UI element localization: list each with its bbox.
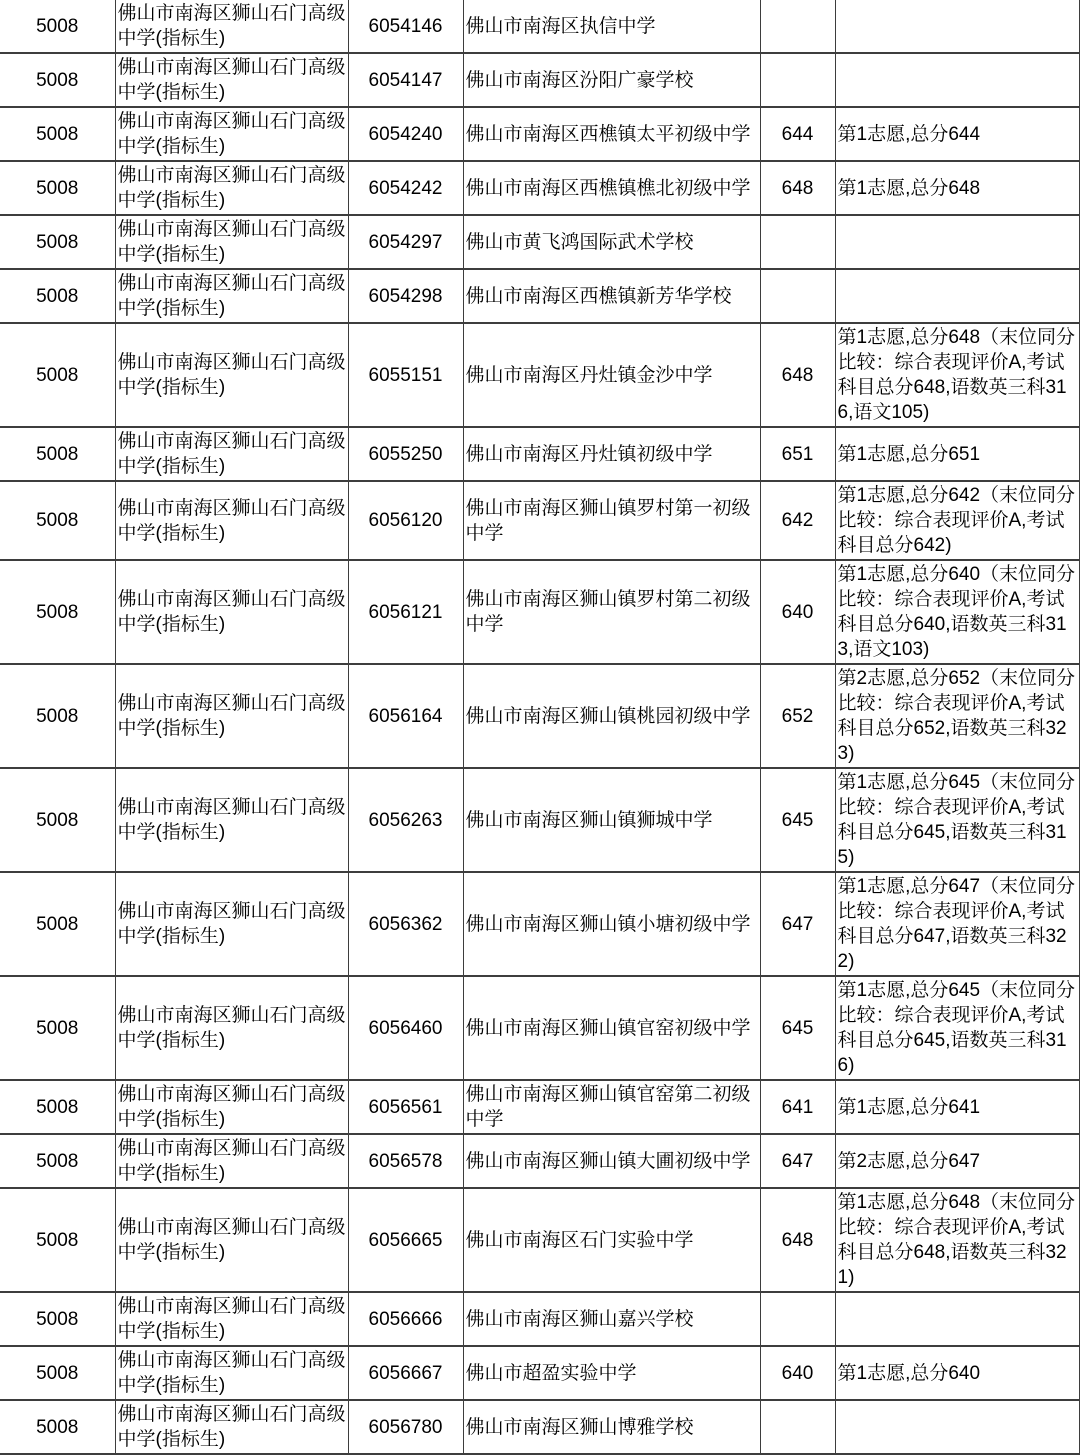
cell-feeder-school: 佛山市南海区执信中学 — [463, 0, 760, 53]
cell-school-name: 佛山市南海区狮山石门高级中学(指标生) — [115, 53, 348, 107]
table-row — [0, 1292, 1080, 1346]
cell-score: 640 — [760, 1346, 835, 1400]
cell-note: 第2志愿,总分647 — [835, 1134, 1080, 1188]
cell-note: 第1志愿,总分642（末位同分比较：综合表现评价A,考试科目总分642) — [835, 481, 1080, 560]
cell-note: 第1志愿,总分645（末位同分比较：综合表现评价A,考试科目总分645,语数英三科316) — [835, 976, 1080, 1080]
cell-note — [835, 269, 1080, 323]
cell-note: 第1志愿,总分644 — [835, 107, 1080, 161]
cell-feeder-school: 佛山市南海区石门实验中学 — [463, 1188, 760, 1292]
cell-school-name: 佛山市南海区狮山石门高级中学(指标生) — [115, 481, 348, 560]
cell-school-code: 5008 — [0, 427, 115, 481]
cell-student-no: 6056460 — [348, 976, 463, 1080]
cell-feeder-school: 佛山市南海区丹灶镇金沙中学 — [463, 323, 760, 427]
cell-student-no: 6054297 — [348, 215, 463, 269]
cell-feeder-school: 佛山市南海区汾阳广豪学校 — [463, 53, 760, 107]
cell-note: 第1志愿,总分640（末位同分比较：综合表现评价A,考试科目总分640,语数英三科313,语文103) — [835, 560, 1080, 664]
cell-feeder-school: 佛山市南海区西樵镇樵北初级中学 — [463, 161, 760, 215]
cell-school-code: 5008 — [0, 53, 115, 107]
cell-note: 第1志愿,总分641 — [835, 1080, 1080, 1134]
cell-feeder-school: 佛山市南海区狮山嘉兴学校 — [463, 1292, 760, 1346]
cell-note: 第1志愿,总分640 — [835, 1346, 1080, 1400]
cell-school-code: 5008 — [0, 215, 115, 269]
table-row — [0, 560, 1080, 664]
cell-school-code: 5008 — [0, 1134, 115, 1188]
table-row — [0, 1188, 1080, 1292]
cell-school-code: 5008 — [0, 1292, 115, 1346]
cell-score: 648 — [760, 323, 835, 427]
cell-note — [835, 1400, 1080, 1454]
table-row — [0, 1080, 1080, 1134]
cell-school-code: 5008 — [0, 1080, 115, 1134]
cell-school-code: 5008 — [0, 1400, 115, 1454]
cell-school-code: 5008 — [0, 161, 115, 215]
cell-student-no: 6056666 — [348, 1292, 463, 1346]
cell-note — [835, 0, 1080, 53]
cell-school-code: 5008 — [0, 560, 115, 664]
cell-note — [835, 1292, 1080, 1346]
cell-feeder-school: 佛山市南海区狮山镇桃园初级中学 — [463, 664, 760, 768]
cell-school-name: 佛山市南海区狮山石门高级中学(指标生) — [115, 768, 348, 872]
cell-school-code: 5008 — [0, 481, 115, 560]
cell-school-name: 佛山市南海区狮山石门高级中学(指标生) — [115, 269, 348, 323]
cell-score: 640 — [760, 560, 835, 664]
cell-feeder-school: 佛山市南海区丹灶镇初级中学 — [463, 427, 760, 481]
cell-note — [835, 215, 1080, 269]
cell-score: 648 — [760, 161, 835, 215]
cell-score — [760, 215, 835, 269]
cell-score — [760, 53, 835, 107]
cell-feeder-school: 佛山市黄飞鸿国际武术学校 — [463, 215, 760, 269]
cell-student-no: 6054298 — [348, 269, 463, 323]
cell-school-code: 5008 — [0, 768, 115, 872]
cell-score: 652 — [760, 664, 835, 768]
cell-student-no: 6056263 — [348, 768, 463, 872]
table-row — [0, 427, 1080, 481]
cell-score — [760, 1400, 835, 1454]
table-row — [0, 664, 1080, 768]
cell-student-no: 6056578 — [348, 1134, 463, 1188]
table-row — [0, 323, 1080, 427]
table-row — [0, 872, 1080, 976]
cell-school-code: 5008 — [0, 269, 115, 323]
cell-student-no: 6056121 — [348, 560, 463, 664]
table-row — [0, 215, 1080, 269]
cell-score: 642 — [760, 481, 835, 560]
cell-note — [835, 53, 1080, 107]
table-row — [0, 269, 1080, 323]
cell-feeder-school: 佛山市南海区西樵镇太平初级中学 — [463, 107, 760, 161]
cell-school-name: 佛山市南海区狮山石门高级中学(指标生) — [115, 0, 348, 53]
cell-score: 648 — [760, 1188, 835, 1292]
cell-score: 651 — [760, 427, 835, 481]
cell-school-name: 佛山市南海区狮山石门高级中学(指标生) — [115, 1134, 348, 1188]
cell-student-no: 6054242 — [348, 161, 463, 215]
cell-note: 第1志愿,总分645（末位同分比较：综合表现评价A,考试科目总分645,语数英三科315) — [835, 768, 1080, 872]
cell-school-name: 佛山市南海区狮山石门高级中学(指标生) — [115, 215, 348, 269]
cell-feeder-school: 佛山市南海区西樵镇新芳华学校 — [463, 269, 760, 323]
cell-school-code: 5008 — [0, 0, 115, 53]
cell-school-code: 5008 — [0, 1188, 115, 1292]
cell-score — [760, 1292, 835, 1346]
cell-student-no: 6056362 — [348, 872, 463, 976]
table-row — [0, 161, 1080, 215]
cell-feeder-school: 佛山市南海区狮山镇官窑初级中学 — [463, 976, 760, 1080]
cell-student-no: 6055250 — [348, 427, 463, 481]
cell-student-no: 6056561 — [348, 1080, 463, 1134]
table-row — [0, 53, 1080, 107]
cell-note: 第2志愿,总分652（末位同分比较：综合表现评价A,考试科目总分652,语数英三科323) — [835, 664, 1080, 768]
cell-school-name: 佛山市南海区狮山石门高级中学(指标生) — [115, 976, 348, 1080]
cell-school-name: 佛山市南海区狮山石门高级中学(指标生) — [115, 161, 348, 215]
cell-student-no: 6056665 — [348, 1188, 463, 1292]
cell-school-name: 佛山市南海区狮山石门高级中学(指标生) — [115, 560, 348, 664]
cell-feeder-school: 佛山市南海区狮山博雅学校 — [463, 1400, 760, 1454]
cell-school-name: 佛山市南海区狮山石门高级中学(指标生) — [115, 1080, 348, 1134]
cell-student-no: 6054146 — [348, 0, 463, 53]
cell-feeder-school: 佛山市南海区狮山镇狮城中学 — [463, 768, 760, 872]
table-row — [0, 0, 1080, 53]
cell-note: 第1志愿,总分648（末位同分比较：综合表现评价A,考试科目总分648,语数英三科321) — [835, 1188, 1080, 1292]
table-row — [0, 107, 1080, 161]
cell-feeder-school: 佛山市南海区狮山镇大圃初级中学 — [463, 1134, 760, 1188]
cell-score — [760, 0, 835, 53]
cell-student-no: 6055151 — [348, 323, 463, 427]
cell-school-name: 佛山市南海区狮山石门高级中学(指标生) — [115, 107, 348, 161]
cell-school-code: 5008 — [0, 872, 115, 976]
cell-feeder-school: 佛山市超盈实验中学 — [463, 1346, 760, 1400]
cell-school-name: 佛山市南海区狮山石门高级中学(指标生) — [115, 427, 348, 481]
cell-score — [760, 269, 835, 323]
cell-school-code: 5008 — [0, 107, 115, 161]
table-row — [0, 976, 1080, 1080]
cell-school-name: 佛山市南海区狮山石门高级中学(指标生) — [115, 1400, 348, 1454]
cell-student-no: 6054240 — [348, 107, 463, 161]
cell-student-no: 6054147 — [348, 53, 463, 107]
table-row — [0, 768, 1080, 872]
cell-student-no: 6056164 — [348, 664, 463, 768]
cell-score: 647 — [760, 1134, 835, 1188]
cell-school-code: 5008 — [0, 664, 115, 768]
cell-student-no: 6056120 — [348, 481, 463, 560]
cell-score: 647 — [760, 872, 835, 976]
cell-school-name: 佛山市南海区狮山石门高级中学(指标生) — [115, 1346, 348, 1400]
cell-feeder-school: 佛山市南海区狮山镇官窑第二初级中学 — [463, 1080, 760, 1134]
table-row — [0, 1400, 1080, 1454]
cell-score: 641 — [760, 1080, 835, 1134]
table-row — [0, 1134, 1080, 1188]
cell-student-no: 6056667 — [348, 1346, 463, 1400]
cell-school-name: 佛山市南海区狮山石门高级中学(指标生) — [115, 1188, 348, 1292]
cell-score: 644 — [760, 107, 835, 161]
cell-school-code: 5008 — [0, 976, 115, 1080]
cell-score: 645 — [760, 768, 835, 872]
cell-feeder-school: 佛山市南海区狮山镇罗村第二初级中学 — [463, 560, 760, 664]
cell-school-name: 佛山市南海区狮山石门高级中学(指标生) — [115, 872, 348, 976]
cell-note: 第1志愿,总分647（末位同分比较：综合表现评价A,考试科目总分647,语数英三科322) — [835, 872, 1080, 976]
cell-feeder-school: 佛山市南海区狮山镇小塘初级中学 — [463, 872, 760, 976]
cell-school-name: 佛山市南海区狮山石门高级中学(指标生) — [115, 664, 348, 768]
cell-school-code: 5008 — [0, 323, 115, 427]
cell-student-no: 6056780 — [348, 1400, 463, 1454]
cell-note: 第1志愿,总分648（末位同分比较：综合表现评价A,考试科目总分648,语数英三科316,语文105) — [835, 323, 1080, 427]
cell-feeder-school: 佛山市南海区狮山镇罗村第一初级中学 — [463, 481, 760, 560]
cell-note: 第1志愿,总分648 — [835, 161, 1080, 215]
table-row — [0, 481, 1080, 560]
cell-school-name: 佛山市南海区狮山石门高级中学(指标生) — [115, 1292, 348, 1346]
cell-school-code: 5008 — [0, 1346, 115, 1400]
cell-note: 第1志愿,总分651 — [835, 427, 1080, 481]
cell-school-name: 佛山市南海区狮山石门高级中学(指标生) — [115, 323, 348, 427]
cell-score: 645 — [760, 976, 835, 1080]
